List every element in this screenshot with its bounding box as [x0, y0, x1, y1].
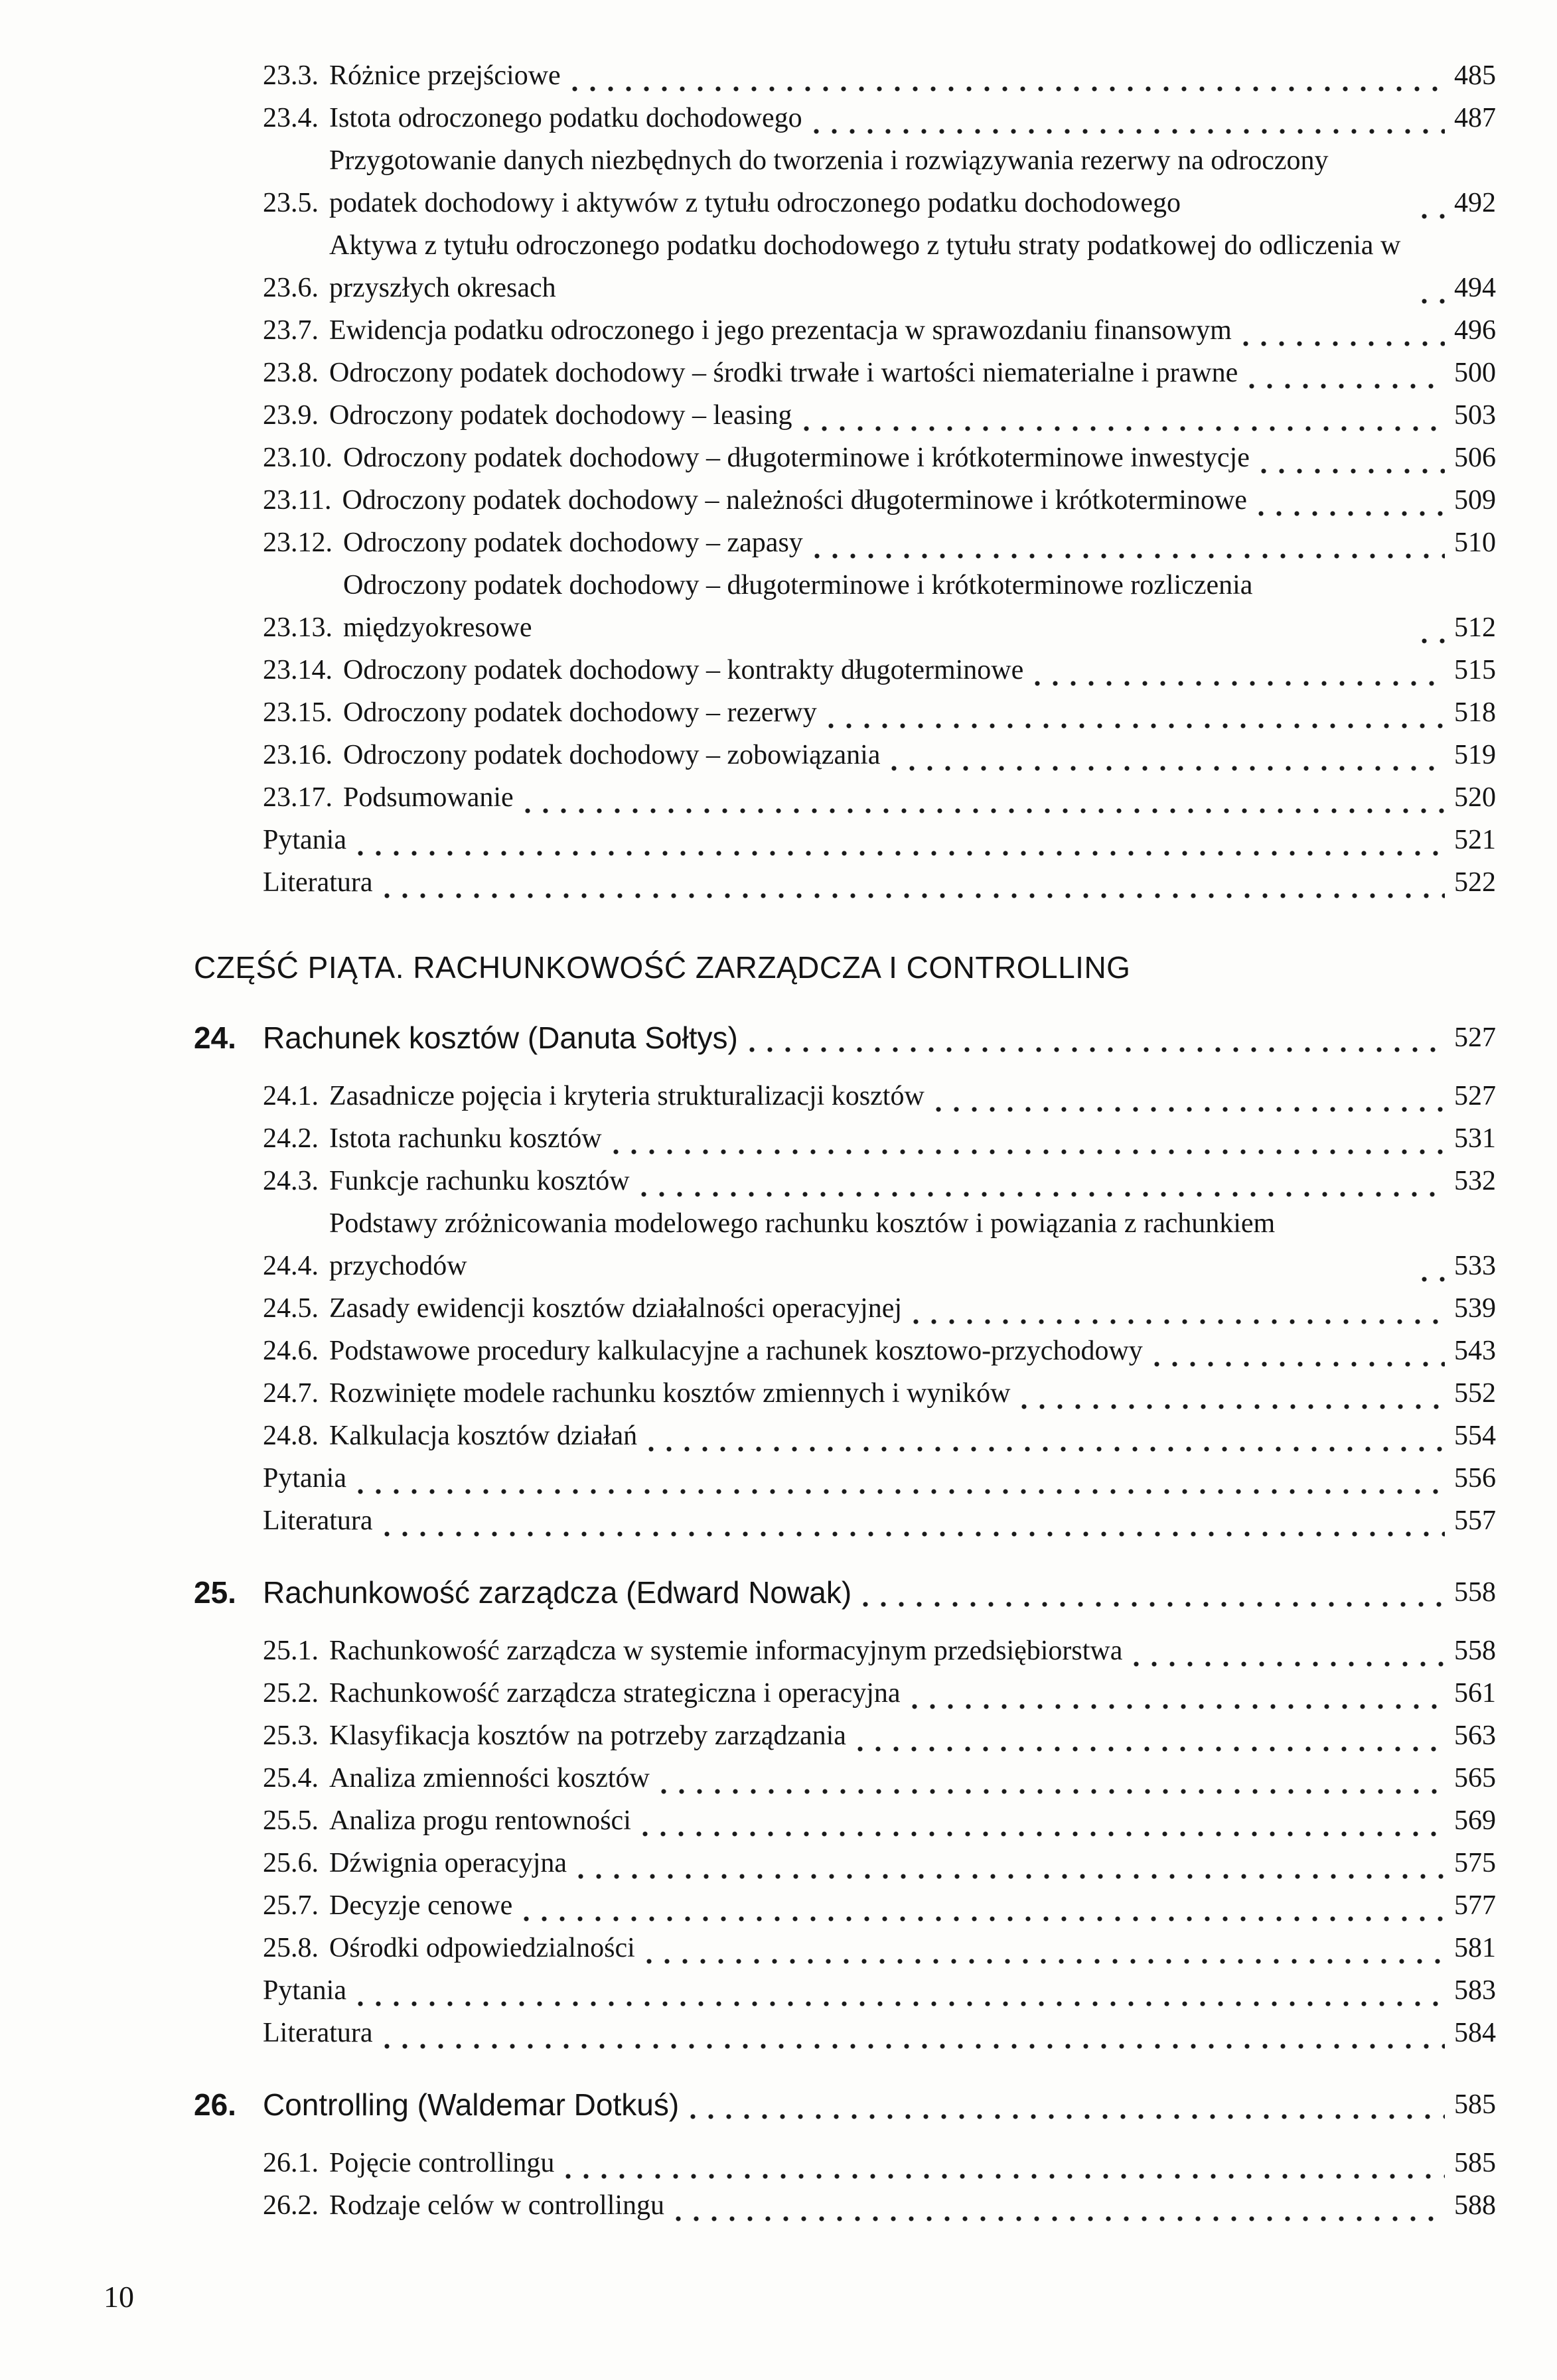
entry-title: Rachunkowość zarządcza w systemie informacyjnym przedsiębiorstwa [329, 1636, 1123, 1666]
entry-page-number: 519 [1454, 740, 1496, 770]
entry-page-number: 520 [1454, 782, 1496, 813]
dot-leader-icon [857, 1734, 1445, 1757]
entry-title: Odroczony podatek dochodowy – środki trwałe i wartości niematerialne i prawne [329, 358, 1238, 388]
entry-title: Podsumowanie [343, 782, 514, 813]
entry-page-number: 509 [1454, 485, 1496, 516]
entry-title: Przygotowanie danych niezbędnych do tworzenia i rozwiązywania rezerwy na odroczony podatek dochodowy i aktywów z tytułu odroczonego podatku dochodowego [329, 145, 1329, 218]
dot-leader-icon [749, 1035, 1445, 1058]
dot-leader-icon [913, 1307, 1445, 1330]
dot-leader-icon [1421, 287, 1445, 309]
entry-number: 23.13. [263, 612, 333, 643]
entry-page-number: 494 [1454, 273, 1496, 303]
entry-number: 24.6. [263, 1336, 319, 1366]
dot-leader-icon [813, 117, 1445, 139]
entry-number: 23.5. [263, 188, 319, 218]
entry-title: Funkcje rachunku kosztów [329, 1166, 630, 1196]
dot-leader-icon [640, 1180, 1445, 1202]
dot-leader-icon [357, 839, 1445, 861]
entry-page-number: 532 [1454, 1166, 1496, 1196]
entry-page-number: 575 [1454, 1848, 1496, 1878]
entry-page-number: 533 [1454, 1251, 1496, 1281]
entry-number: 23.15. [263, 697, 333, 728]
entry-number: 26.1. [263, 2148, 319, 2178]
entry-number: 25.5. [263, 1805, 319, 1836]
entry-title: Podstawy zróżnicowania modelowego rachunku kosztów i powiązania z rachunkiem przychodów [329, 1208, 1276, 1281]
entry-page-number: 565 [1454, 1763, 1496, 1793]
entry-title: Literatura [263, 2018, 373, 2048]
dot-leader-icon [1248, 372, 1445, 394]
entry-page-number: 577 [1454, 1890, 1496, 1921]
toc-entry [263, 224, 1496, 309]
entry-title: Ewidencja podatku odroczonego i jego prezentacja w sprawozdaniu finansowym [329, 315, 1232, 346]
entry-group [194, 54, 1496, 904]
dot-leader-icon [571, 74, 1445, 97]
entry-number: 23.6. [263, 273, 319, 303]
entry-title: Pojęcie controllingu [329, 2148, 555, 2178]
dot-leader-icon [1421, 1265, 1445, 1287]
entry-page-number: 512 [1454, 612, 1496, 643]
entry-title: Zasady ewidencji kosztów działalności operacyjnej [329, 1293, 903, 1324]
toc-entry [263, 649, 1496, 691]
entry-page-number: 506 [1454, 443, 1496, 473]
dot-leader-icon [911, 1692, 1445, 1715]
toc-entry [263, 1160, 1496, 1202]
entry-page-number: 515 [1454, 655, 1496, 685]
toc-entry [263, 394, 1496, 437]
dot-leader-icon [1260, 456, 1445, 479]
entry-number: 23.14. [263, 655, 333, 685]
entry-page-number: 588 [1454, 2190, 1496, 2221]
entry-number: 25.6. [263, 1848, 319, 1878]
entry-title: Decyzje cenowe [329, 1890, 513, 1921]
entry-title: Różnice przejściowe [329, 60, 561, 91]
entry-title: Analiza progu rentowności [329, 1805, 631, 1836]
entry-number: 23.11. [263, 485, 332, 516]
dot-leader-icon [577, 1862, 1445, 1884]
entry-title: Pytania [263, 1975, 346, 2006]
toc-entry [263, 1415, 1496, 1457]
entry-number: 23.12. [263, 527, 333, 558]
toc-entry [263, 1372, 1496, 1415]
entry-page-number: 539 [1454, 1293, 1496, 1324]
dot-leader-icon [565, 2162, 1445, 2184]
entry-number: 23.9. [263, 400, 319, 431]
toc-entry [263, 479, 1496, 522]
dot-leader-icon [1153, 1350, 1445, 1372]
entry-page-number: 581 [1454, 1933, 1496, 1963]
toc-entry [263, 352, 1496, 394]
toc-entry [263, 1715, 1496, 1757]
entry-number: 24.8. [263, 1421, 319, 1451]
dot-leader-icon [642, 1819, 1445, 1842]
dot-leader-icon [646, 1947, 1445, 1969]
dot-leader-icon [1242, 329, 1445, 352]
entry-page-number: 500 [1454, 358, 1496, 388]
dot-leader-icon [690, 2102, 1445, 2125]
entry-number: 24.7. [263, 1378, 319, 1409]
dot-leader-icon [524, 796, 1445, 819]
dot-leader-icon [660, 1777, 1445, 1799]
toc-entry [263, 819, 1496, 861]
page-folio: 10 [104, 2280, 134, 2314]
chapter-title: Rachunek kosztów (Danuta Sołtys) [263, 1020, 738, 1055]
toc-entry [263, 309, 1496, 352]
dot-leader-icon [1258, 499, 1445, 522]
dot-leader-icon [891, 754, 1445, 776]
entry-page-number: 521 [1454, 825, 1496, 855]
toc-entry [263, 2012, 1496, 2054]
dot-leader-icon [814, 541, 1445, 564]
chapter-page-number: 585 [1454, 2089, 1496, 2120]
toc-entry [263, 734, 1496, 776]
entry-page-number: 557 [1454, 1505, 1496, 1536]
entry-number: 24.3. [263, 1166, 319, 1196]
entry-number: 25.1. [263, 1636, 319, 1666]
entry-number: 23.17. [263, 782, 333, 813]
dot-leader-icon [803, 414, 1446, 437]
dot-leader-icon [523, 1904, 1445, 1927]
toc-entry [263, 1799, 1496, 1842]
toc-entry [263, 1117, 1496, 1160]
toc-entry [263, 2142, 1496, 2184]
toc-entry [263, 1457, 1496, 1500]
entry-page-number: 518 [1454, 697, 1496, 728]
entry-title: Rozwinięte modele rachunku kosztów zmiennych i wyników [329, 1378, 1011, 1409]
entry-title: Zasadnicze pojęcia i kryteria strukturalizacji kosztów [329, 1081, 925, 1111]
toc-entry [263, 861, 1496, 904]
dot-leader-icon [357, 1477, 1445, 1500]
entry-number: 25.4. [263, 1763, 319, 1793]
entry-title: Literatura [263, 1505, 373, 1536]
toc-entry [263, 1672, 1496, 1715]
toc-entry [263, 2184, 1496, 2227]
entry-title: Odroczony podatek dochodowy – kontrakty długoterminowe [343, 655, 1024, 685]
entry-number: 24.5. [263, 1293, 319, 1324]
entry-number: 23.7. [263, 315, 319, 346]
entry-title: Kalkulacja kosztów działań [329, 1421, 638, 1451]
entry-title: Ośrodki odpowiedzialności [329, 1933, 635, 1963]
entry-number: 24.4. [263, 1251, 319, 1281]
entry-number: 23.3. [263, 60, 319, 91]
chapter-entries [194, 2142, 1496, 2227]
entry-title: Odroczony podatek dochodowy – zobowiązania [343, 740, 881, 770]
entry-title: Literatura [263, 867, 373, 898]
entry-page-number: 563 [1454, 1720, 1496, 1751]
toc-entry [263, 1075, 1496, 1117]
toc-entry [263, 1202, 1496, 1287]
entry-number: 23.16. [263, 740, 333, 770]
dot-leader-icon [1021, 1392, 1445, 1415]
entry-title: Aktywa z tytułu odroczonego podatku dochodowego z tytułu straty podatkowej do odliczenia w przyszłych okresach [329, 230, 1401, 303]
dot-leader-icon [1133, 1649, 1445, 1672]
dot-leader-icon [935, 1095, 1445, 1117]
toc-entry [263, 564, 1496, 649]
dot-leader-icon [675, 2204, 1445, 2227]
toc-entry [263, 1500, 1496, 1542]
entry-title: Odroczony podatek dochodowy – rezerwy [343, 697, 817, 728]
toc-entry [263, 1287, 1496, 1330]
toc-entry [263, 1630, 1496, 1672]
entry-title: Istota odroczonego podatku dochodowego [329, 103, 802, 133]
toc-entry [263, 1330, 1496, 1372]
entry-title: Analiza zmienności kosztów [329, 1763, 650, 1793]
entry-title: Pytania [263, 825, 346, 855]
entry-number: 24.1. [263, 1081, 319, 1111]
toc-entry [263, 54, 1496, 97]
dot-leader-icon [384, 881, 1445, 904]
entry-title: Odroczony podatek dochodowy – należności długoterminowe i krótkoterminowe [342, 485, 1247, 516]
entry-page-number: 552 [1454, 1378, 1496, 1409]
entry-page-number: 585 [1454, 2148, 1496, 2178]
entry-number: 25.2. [263, 1678, 319, 1709]
chapter-number: 24. [194, 1020, 236, 1055]
dot-leader-icon [648, 1435, 1445, 1457]
toc-entry [263, 437, 1496, 479]
dot-leader-icon [384, 2032, 1445, 2054]
entry-page-number: 487 [1454, 103, 1496, 133]
entry-number: 23.8. [263, 358, 319, 388]
chapter-entries [194, 1075, 1496, 1542]
toc-entry [263, 1884, 1496, 1927]
dot-leader-icon [1421, 202, 1445, 224]
entry-number: 23.4. [263, 103, 319, 133]
dot-leader-icon [862, 1590, 1445, 1612]
dot-leader-icon [384, 1519, 1445, 1542]
toc-entry [263, 97, 1496, 139]
entry-number: 25.7. [263, 1890, 319, 1921]
toc-entry [263, 691, 1496, 734]
entry-page-number: 584 [1454, 2018, 1496, 2048]
entry-title: Rodzaje celów w controllingu [329, 2190, 665, 2221]
entry-title: Odroczony podatek dochodowy – leasing [329, 400, 792, 431]
dot-leader-icon [1034, 669, 1445, 691]
chapter-title: Rachunkowość zarządcza (Edward Nowak) [263, 1575, 852, 1610]
toc-entry [263, 139, 1496, 224]
chapter-heading [194, 1573, 1496, 1612]
toc-entry [263, 522, 1496, 564]
entry-title: Podstawowe procedury kalkulacyjne a rachunek kosztowo-przychodowy [329, 1336, 1143, 1366]
dot-leader-icon [357, 1989, 1445, 2012]
entry-title: Istota rachunku kosztów [329, 1123, 602, 1154]
part-heading: CZĘŚĆ PIĄTA. RACHUNKOWOŚĆ ZARZĄDCZA I CONTROLLING [194, 950, 1131, 985]
entry-page-number: 522 [1454, 867, 1496, 898]
entry-page-number: 492 [1454, 188, 1496, 218]
dot-leader-icon [613, 1137, 1445, 1160]
entry-number: 24.2. [263, 1123, 319, 1154]
entry-page-number: 556 [1454, 1463, 1496, 1494]
entry-page-number: 554 [1454, 1421, 1496, 1451]
chapter-number: 26. [194, 2087, 236, 2122]
entry-title: Odroczony podatek dochodowy – długoterminowe i krótkoterminowe rozliczenia międzyokresowe [343, 570, 1253, 643]
entry-page-number: 543 [1454, 1336, 1496, 1366]
entry-page-number: 558 [1454, 1636, 1496, 1666]
entry-page-number: 569 [1454, 1805, 1496, 1836]
toc-entry [263, 1969, 1496, 2012]
entry-title: Pytania [263, 1463, 346, 1494]
entry-page-number: 561 [1454, 1678, 1496, 1709]
dot-leader-icon [1421, 626, 1445, 649]
entry-title: Dźwignia operacyjna [329, 1848, 567, 1878]
entry-title: Odroczony podatek dochodowy – zapasy [343, 527, 803, 558]
toc-entry [263, 1842, 1496, 1884]
toc-entry [263, 1927, 1496, 1969]
chapter-entries [194, 1630, 1496, 2054]
entry-title: Rachunkowość zarządcza strategiczna i operacyjna [329, 1678, 901, 1709]
chapter-title: Controlling (Waldemar Dotkuś) [263, 2087, 680, 2122]
entry-page-number: 485 [1454, 60, 1496, 91]
entry-page-number: 527 [1454, 1081, 1496, 1111]
chapter-page-number: 527 [1454, 1022, 1496, 1053]
entry-number: 26.2. [263, 2190, 319, 2221]
chapter-heading [194, 1018, 1496, 1058]
entry-page-number: 531 [1454, 1123, 1496, 1154]
entry-title: Odroczony podatek dochodowy – długoterminowe i krótkoterminowe inwestycje [343, 443, 1250, 473]
toc-entry [263, 776, 1496, 819]
entry-number: 25.3. [263, 1720, 319, 1751]
entry-number: 25.8. [263, 1933, 319, 1963]
toc-entry [263, 1757, 1496, 1799]
chapter-number: 25. [194, 1575, 236, 1610]
dot-leader-icon [828, 711, 1445, 734]
chapter-page-number: 558 [1454, 1577, 1496, 1608]
table-of-contents [194, 54, 1496, 2227]
entry-number: 23.10. [263, 443, 333, 473]
entry-page-number: 496 [1454, 315, 1496, 346]
entry-page-number: 503 [1454, 400, 1496, 431]
entry-page-number: 510 [1454, 527, 1496, 558]
entry-title: Klasyfikacja kosztów na potrzeby zarządzania [329, 1720, 846, 1751]
chapter-heading [194, 2085, 1496, 2125]
entry-page-number: 583 [1454, 1975, 1496, 2006]
